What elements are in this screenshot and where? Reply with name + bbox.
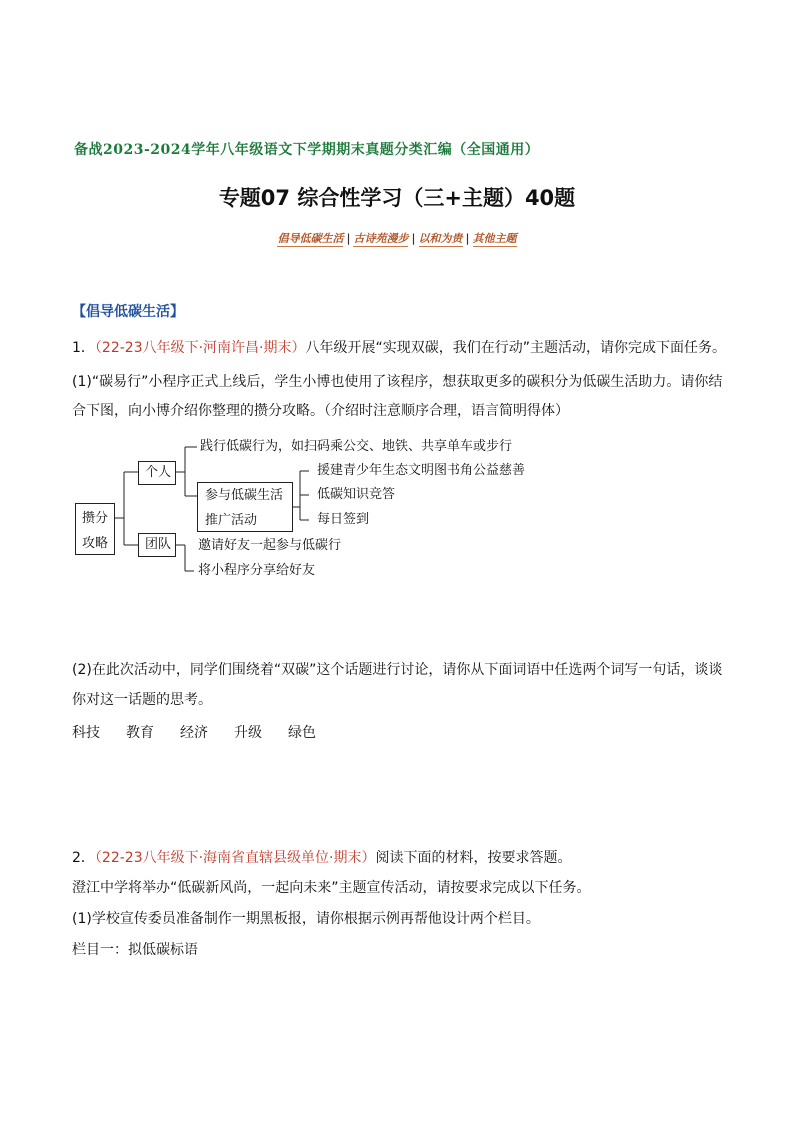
mindmap-activity-label: 参与低碳生活 bbox=[205, 488, 284, 503]
q1-part2-line1: (2)在此次活动中，同学们围绕着“双碳”这个话题进行讨论，请你从下面词语中任选两个词写一句话，谈谈 bbox=[72, 662, 723, 678]
word-option: 科技 bbox=[72, 725, 100, 741]
q2-stem-text: 阅读下面的材料，按要求答题。 bbox=[375, 850, 572, 866]
word-option: 经济 bbox=[180, 725, 208, 741]
mindmap-individual-item: 践行低碳行为，如扫码乘公交、地铁、共享单车或步行 bbox=[200, 439, 513, 454]
topic-link-other[interactable]: 其他主题 bbox=[472, 232, 517, 245]
q2-line3: 栏目一：拟低碳标语 bbox=[72, 942, 198, 958]
q1-part1-line1: (1)“碳易行”小程序正式上线后，学生小博也使用了该程序，想获取更多的碳积分为低碳生活助力。请你结 bbox=[72, 374, 723, 390]
mindmap-activity-label: 推广活动 bbox=[205, 513, 258, 528]
topic-separator: | bbox=[411, 232, 416, 245]
topic-link-ancient-poetry[interactable]: 古诗苑漫步 bbox=[353, 232, 409, 245]
q1-part1-line2: 合下图，向小博介绍你整理的攒分攻略。（介绍时注意顺序合理，语言简明得体） bbox=[72, 403, 569, 419]
topic-separator: | bbox=[346, 232, 351, 245]
q2-number: 2． bbox=[72, 850, 95, 866]
q1-stem bbox=[72, 337, 726, 359]
mindmap-team-label: 团队 bbox=[145, 537, 172, 552]
mindmap-individual-label: 个人 bbox=[145, 465, 172, 480]
series-title: 备战2023-2024学年八年级语文下学期期末真题分类汇编（全国通用） bbox=[74, 142, 540, 158]
q1-part2-line2: 你对这一话题的思考。 bbox=[72, 692, 212, 708]
mindmap-activity-subitem: 低碳知识竞答 bbox=[317, 487, 396, 502]
topic-separator: | bbox=[465, 232, 470, 245]
q2-stem bbox=[72, 847, 572, 869]
word-option: 升级 bbox=[234, 725, 262, 741]
q2-source: （22-23八年级下·海南省直辖县级单位·期末） bbox=[94, 850, 376, 866]
page-title: 专题07 综合性学习（三+主题）40题 bbox=[218, 186, 576, 210]
word-option: 绿色 bbox=[288, 725, 316, 741]
q1-source: （22-23八年级下·河南许昌·期末） bbox=[94, 340, 306, 356]
q2-line1: 澄江中学将举办“低碳新风尚，一起向未来”主题宣传活动，请按要求完成以下任务。 bbox=[72, 880, 591, 896]
q1-stem-text: 八年级开展“实现双碳，我们在行动”主题活动，请你完成下面任务。 bbox=[305, 340, 727, 356]
q1-number: 1． bbox=[72, 340, 95, 356]
section-heading: 【倡导低碳生活】 bbox=[72, 304, 184, 320]
mindmap-team-item: 将小程序分享给好友 bbox=[198, 563, 316, 578]
q2-line2: (1)学校宣传委员准备制作一期黑板报，请你根据示例再帮他设计两个栏目。 bbox=[72, 911, 540, 927]
topic-nav bbox=[0, 230, 794, 246]
mindmap-team-item: 邀请好友一起参与低碳行 bbox=[198, 538, 342, 553]
mindmap-root-label: 攒分 bbox=[82, 511, 109, 526]
topic-link-harmony[interactable]: 以和为贵 bbox=[418, 232, 463, 245]
mindmap-activity-subitem: 援建青少年生态文明图书角公益慈善 bbox=[317, 463, 526, 478]
word-option: 教育 bbox=[126, 725, 154, 741]
mindmap-root-label: 攻略 bbox=[82, 536, 109, 551]
word-choices bbox=[72, 722, 342, 742]
topic-link-low-carbon[interactable]: 倡导低碳生活 bbox=[277, 232, 344, 245]
mindmap-activity-subitem: 每日签到 bbox=[317, 512, 370, 527]
